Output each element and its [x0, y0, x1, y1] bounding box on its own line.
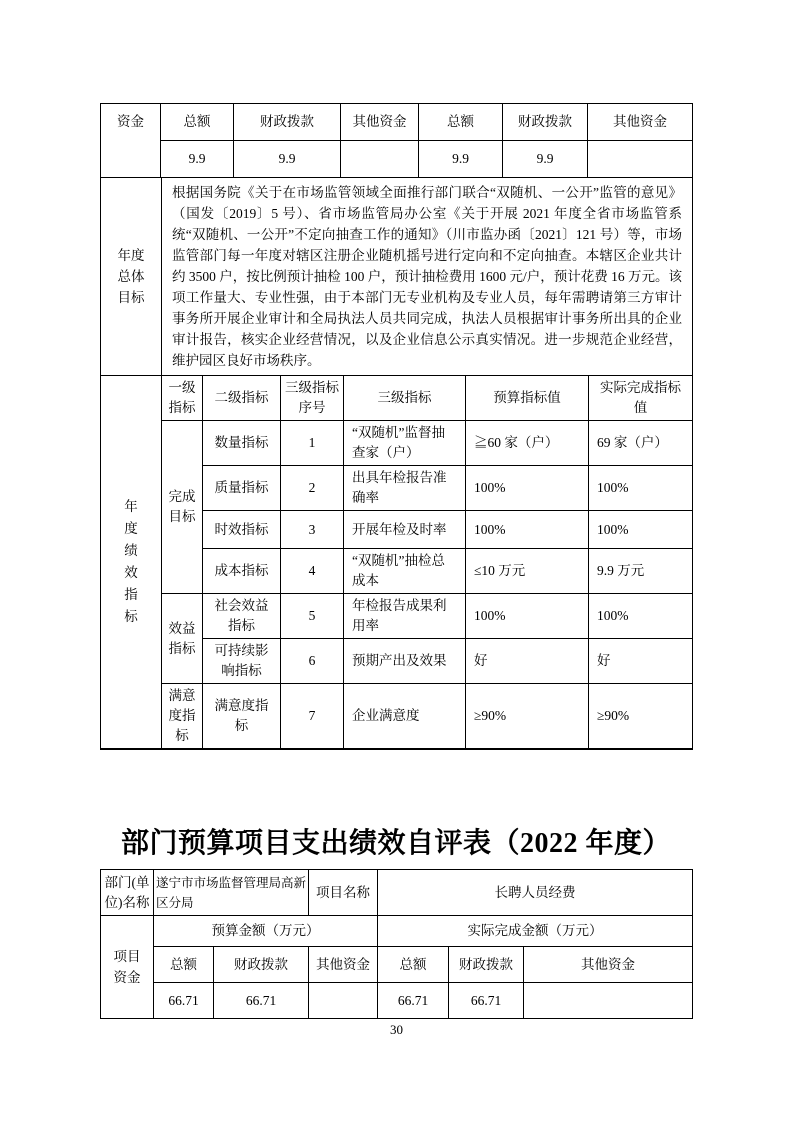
value-other-actual: [524, 983, 693, 1019]
header-level2: 二级指标: [203, 376, 281, 421]
budget-indicator-value: 好: [466, 639, 589, 684]
level2-indicator: 成本指标: [203, 549, 281, 594]
fund-section-header-row: [101, 916, 693, 947]
actual-indicator-value: 好: [589, 639, 693, 684]
fund-header-total-actual: 总额: [419, 104, 503, 141]
level2-indicator: 质量指标: [203, 466, 281, 511]
fund-table: [100, 103, 693, 178]
subheader-fiscal-budget: 财政拨款: [214, 947, 309, 983]
level2-indicator: 满意度指标: [203, 684, 281, 750]
group-label-completion: 完成目标: [162, 421, 203, 594]
header-budget-value: 预算指标值: [466, 376, 589, 421]
actual-indicator-value: ≥90%: [589, 684, 693, 750]
header-level3: 三级指标: [344, 376, 466, 421]
indicator-seq: 3: [281, 511, 344, 549]
self-eval-table: [100, 869, 693, 1019]
indicator-row: [101, 421, 693, 466]
annual-goal-row: [101, 178, 693, 376]
budget-amount-header: 预算金额（万元）: [154, 916, 378, 947]
indicator-seq: 1: [281, 421, 344, 466]
subheader-other-actual: 其他资金: [524, 947, 693, 983]
fund-header-other-budget: 其他资金: [341, 104, 419, 141]
fund-value-total-actual: 9.9: [419, 141, 503, 178]
project-fund-label: 项目资金: [101, 916, 154, 1019]
fund-value-total-budget: 9.9: [161, 141, 234, 178]
dept-project-row: [101, 870, 693, 916]
fund-value-fiscal-actual: 9.9: [503, 141, 588, 178]
indicator-seq: 7: [281, 684, 344, 750]
fund-header-fiscal-budget: 财政拨款: [234, 104, 341, 141]
fund-value-fiscal-budget: 9.9: [234, 141, 341, 178]
fund-subheader-row: [101, 947, 693, 983]
performance-indicator-table: [100, 375, 693, 750]
dept-name-value: 遂宁市市场监督管理局高新区分局: [154, 870, 309, 916]
budget-indicator-value: ≤10 万元: [466, 549, 589, 594]
actual-indicator-value: 100%: [589, 466, 693, 511]
level2-indicator: 数量指标: [203, 421, 281, 466]
level2-indicator: 时效指标: [203, 511, 281, 549]
level3-indicator: 开展年检及时率: [344, 511, 466, 549]
level2-indicator: 可持续影响指标: [203, 639, 281, 684]
actual-indicator-value: 9.9 万元: [589, 549, 693, 594]
indicator-seq: 6: [281, 639, 344, 684]
budget-indicator-value: ≧60 家（户）: [466, 421, 589, 466]
project-name-value: 长聘人员经费: [378, 870, 693, 916]
indicator-seq: 4: [281, 549, 344, 594]
level3-indicator: 年检报告成果利用率: [344, 594, 466, 639]
indicator-header-row: [101, 376, 693, 421]
header-level3-seq: 三级指标序号: [281, 376, 344, 421]
level3-indicator: “双随机”抽检总成本: [344, 549, 466, 594]
budget-indicator-value: ≥90%: [466, 684, 589, 750]
actual-indicator-value: 100%: [589, 594, 693, 639]
value-total-budget: 66.71: [154, 983, 214, 1019]
header-level1: 一级指标: [162, 376, 203, 421]
fund-value-other-actual: [588, 141, 693, 178]
level3-indicator: “双随机”监督抽查家（户）: [344, 421, 466, 466]
fund-header-other-actual: 其他资金: [588, 104, 693, 141]
fund-row-label: 资金: [101, 104, 161, 178]
annual-goal-text: 根据国务院《关于在市场监管领域全面推行部门联合“双随机、一公开”监管的意见》（国发〔2019〕5 号）、省市场监管局办公室《关于开展 2021 年度全省市场监管系统“双随机、一公开”不定向抽查工作的通知》（川市监办函〔2021〕121 号）等，市场监管部门每一年度对辖区注册企业随机摇号进行定向和不定向抽查。本辖区企业共计约 3500 户，按比例预计抽检 100 户，预计抽检费用 1600 元/户，预计花费 16 万元。该项工作量大、专业性强，由于本部门无专业机构及专业人员，每年需聘请第三方审计事务所开展企业审计和全局执法人员共同完成，执法人员根据审计事务所出具的企业审计报告，核实企业经营情况，以及企业信息公示真实情况。进一步规范企业经营，维护园区良好市场秩序。: [162, 178, 693, 376]
budget-indicator-value: 100%: [466, 466, 589, 511]
value-other-budget: [309, 983, 378, 1019]
project-name-label: 项目名称: [309, 870, 378, 916]
level3-indicator: 出具年检报告准确率: [344, 466, 466, 511]
budget-indicator-value: 100%: [466, 511, 589, 549]
group-label-benefit: 效益指标: [162, 594, 203, 684]
fund-header-fiscal-actual: 财政拨款: [503, 104, 588, 141]
level3-indicator: 预期产出及效果: [344, 639, 466, 684]
fund-values-row: [101, 141, 693, 178]
subheader-total-actual: 总额: [378, 947, 449, 983]
fund-header-total-budget: 总额: [161, 104, 234, 141]
level3-indicator: 企业满意度: [344, 684, 466, 750]
indicator-row: [101, 594, 693, 639]
self-eval-title: 部门预算项目支出绩效自评表（2022 年度）: [120, 828, 671, 859]
performance-side-label: 年度绩效指标: [101, 376, 162, 750]
dept-name-label: 部门(单位)名称: [101, 870, 154, 916]
level2-indicator: 社会效益指标: [203, 594, 281, 639]
value-fiscal-actual: 66.71: [449, 983, 524, 1019]
indicator-seq: 2: [281, 466, 344, 511]
subheader-other-budget: 其他资金: [309, 947, 378, 983]
indicator-seq: 5: [281, 594, 344, 639]
value-total-actual: 66.71: [378, 983, 449, 1019]
document-content: [100, 103, 692, 1019]
indicator-row: [101, 684, 693, 750]
actual-indicator-value: 69 家（户）: [589, 421, 693, 466]
header-actual-value: 实际完成指标值: [589, 376, 693, 421]
subheader-total-budget: 总额: [154, 947, 214, 983]
group-label-satisfaction: 满意度指标: [162, 684, 203, 750]
fund-value-other-budget: [341, 141, 419, 178]
fund-header-row: [101, 104, 693, 141]
actual-amount-header: 实际完成金额（万元）: [378, 916, 693, 947]
annual-goal-table: [100, 177, 693, 376]
page-number: 30: [390, 1022, 403, 1037]
actual-indicator-value: 100%: [589, 511, 693, 549]
subheader-fiscal-actual: 财政拨款: [449, 947, 524, 983]
budget-indicator-value: 100%: [466, 594, 589, 639]
annual-goal-label: 年度总体目标: [101, 178, 162, 376]
value-fiscal-budget: 66.71: [214, 983, 309, 1019]
fund-values-row: [101, 983, 693, 1019]
